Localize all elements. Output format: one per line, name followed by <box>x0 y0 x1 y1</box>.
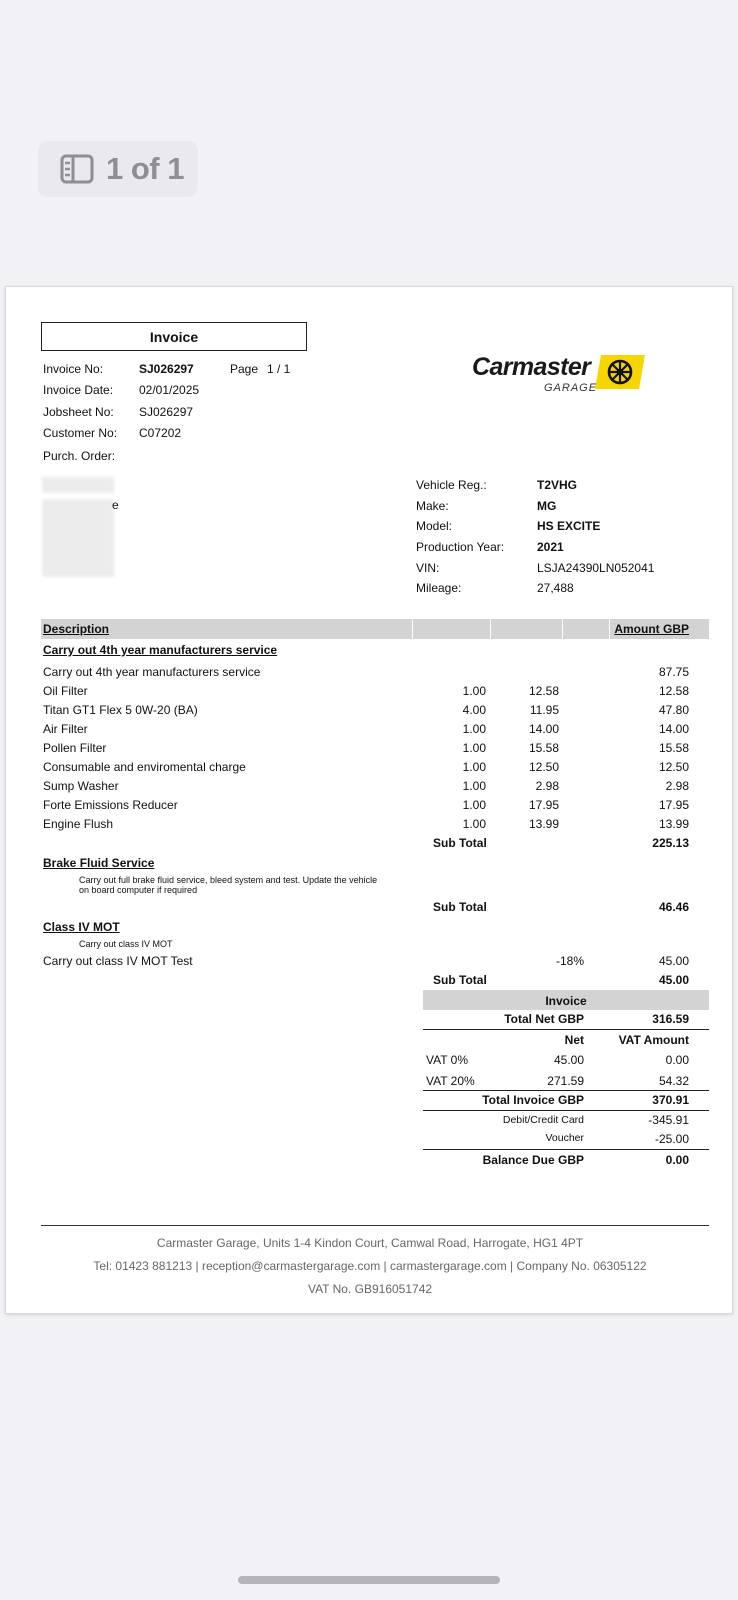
home-indicator[interactable] <box>238 1576 500 1584</box>
line-amount: 17.95 <box>658 798 689 812</box>
line-qty: 4.00 <box>462 703 486 717</box>
line-qty: 1.00 <box>462 741 486 755</box>
vehicle-model-value: HS EXCITE <box>537 519 601 533</box>
vat-rate-label: VAT 20% <box>426 1074 475 1088</box>
header-divider <box>609 619 610 639</box>
totals-divider <box>423 1149 709 1150</box>
line-amount: 47.80 <box>658 703 689 717</box>
balance-due-label: Balance Due GBP <box>482 1153 584 1167</box>
mileage-value: 27,488 <box>537 581 574 595</box>
subtotal-label: Sub Total <box>433 973 487 987</box>
vehicle-reg-value: T2VHG <box>537 478 578 492</box>
footer-divider <box>41 1225 709 1226</box>
vat-amount-value: 54.32 <box>658 1074 689 1088</box>
purchase-order-label: Purch. Order: <box>43 449 116 463</box>
line-description: Air Filter <box>43 722 88 736</box>
customer-no-label: Customer No: <box>43 426 118 440</box>
payment-value: -345.91 <box>648 1113 689 1127</box>
line-price: 13.99 <box>528 817 559 831</box>
vat-column-header: VAT Amount <box>618 1033 689 1047</box>
vin-label: VIN: <box>416 561 440 575</box>
line-qty: 1.00 <box>462 760 486 774</box>
vat-rate-label: VAT 0% <box>426 1053 469 1067</box>
line-qty: 1.00 <box>462 684 486 698</box>
redacted-customer-name <box>42 477 114 493</box>
line-description: Forte Emissions Reducer <box>43 798 178 812</box>
invoice-no-label: Invoice No: <box>43 362 104 376</box>
vehicle-model-label: Model: <box>416 519 453 533</box>
line-description: Consumable and enviromental charge <box>43 760 246 774</box>
line-description: Sump Washer <box>43 779 119 793</box>
invoice-page <box>5 286 733 1314</box>
total-net-label: Total Net GBP <box>504 1012 584 1026</box>
line-amount: 13.99 <box>658 817 689 831</box>
subtotal-label: Sub Total <box>433 900 487 914</box>
invoice-date-value: 02/01/2025 <box>139 383 200 397</box>
line-price: 2.98 <box>535 779 559 793</box>
line-amount: 45.00 <box>658 954 689 968</box>
line-description: Carry out 4th year manufacturers service <box>43 665 261 679</box>
line-qty: 1.00 <box>462 817 486 831</box>
totals-title: Invoice <box>545 994 587 1008</box>
vat-amount-value: 0.00 <box>665 1053 689 1067</box>
balance-due-value: 0.00 <box>665 1153 689 1167</box>
page-indicator-label: 1 of 1 <box>106 151 184 186</box>
description-header: Description <box>43 622 110 636</box>
line-description: Oil Filter <box>43 684 88 698</box>
line-description: Carry out class IV MOT Test <box>43 954 193 968</box>
totals-divider <box>423 1029 709 1030</box>
line-price: 17.95 <box>528 798 559 812</box>
section-note: on board computer if required <box>79 885 198 895</box>
header-divider <box>490 619 491 639</box>
section-heading-service: Carry out 4th year manufacturers service <box>43 643 278 657</box>
page-value: 1 / 1 <box>267 362 291 376</box>
amount-header: Amount GBP <box>614 622 689 636</box>
production-year-value: 2021 <box>537 540 564 554</box>
line-description: Pollen Filter <box>43 741 107 755</box>
sidebar-toggle-icon[interactable] <box>60 154 94 184</box>
line-amount: 14.00 <box>658 722 689 736</box>
total-invoice-value: 370.91 <box>652 1093 689 1107</box>
header-divider <box>412 619 413 639</box>
line-price: 11.95 <box>529 703 559 717</box>
line-qty: 1.00 <box>462 798 486 812</box>
footer-vat-number: VAT No. GB916051742 <box>307 1282 433 1296</box>
carmaster-logo <box>472 353 642 393</box>
line-qty: 1.00 <box>462 722 486 736</box>
vehicle-reg-label: Vehicle Reg.: <box>416 478 487 492</box>
totals-divider <box>423 1110 709 1111</box>
vin-value: LSJA24390LN052041 <box>537 561 655 575</box>
logo-subtitle: GARAGE <box>544 382 598 394</box>
redacted-customer-address <box>42 499 114 577</box>
line-price: 12.58 <box>528 684 559 698</box>
line-description: Engine Flush <box>43 817 114 831</box>
page-label: Page <box>230 362 259 376</box>
footer-address: Carmaster Garage, Units 1-4 Kindon Court, Camwal Road, Harrogate, HG1 4PT <box>156 1236 584 1250</box>
line-amount: 15.58 <box>658 741 689 755</box>
section-note: Carry out full brake fluid service, bleed system and test. Update the vehicle <box>79 875 378 885</box>
subtotal-label: Sub Total <box>433 836 487 850</box>
line-price: 15.58 <box>528 741 559 755</box>
customer-no-value: C07202 <box>139 426 182 440</box>
vehicle-make-value: MG <box>537 499 557 513</box>
customer-address-fragment: e <box>112 498 119 512</box>
vat-net-value: 271.59 <box>547 1074 584 1088</box>
jobsheet-label: Jobsheet No: <box>43 405 114 419</box>
line-discount: -18% <box>555 954 584 968</box>
header-divider <box>562 619 563 639</box>
section-heading-brake-fluid: Brake Fluid Service <box>43 856 155 870</box>
logo-wordmark: Carmaster <box>472 353 591 381</box>
invoice-title: Invoice <box>41 322 307 351</box>
vehicle-make-label: Make: <box>416 499 449 513</box>
invoice-date-label: Invoice Date: <box>43 383 114 397</box>
page-indicator[interactable] <box>38 141 198 197</box>
mileage-label: Mileage: <box>416 581 462 595</box>
subtotal-value: 225.13 <box>652 836 689 850</box>
payment-value: -25.00 <box>654 1132 689 1146</box>
steering-wheel-icon <box>607 359 633 385</box>
payment-label: Voucher <box>545 1132 584 1144</box>
vat-net-value: 45.00 <box>553 1053 584 1067</box>
payment-label: Debit/Credit Card <box>502 1114 584 1126</box>
invoice-no-value: SJ026297 <box>139 362 194 376</box>
total-net-value: 316.59 <box>652 1012 689 1026</box>
line-amount: 2.98 <box>665 779 689 793</box>
section-heading-mot: Class IV MOT <box>43 920 120 934</box>
subtotal-value: 46.46 <box>658 900 689 914</box>
section-note: Carry out class IV MOT <box>79 939 173 949</box>
line-price: 14.00 <box>528 722 559 736</box>
line-amount: 12.58 <box>658 684 689 698</box>
net-column-header: Net <box>564 1033 584 1047</box>
footer-contact: Tel: 01423 881213 | reception@carmastergarage.com | carmastergarage.com | Company No. 06305122 <box>93 1259 647 1273</box>
line-qty: 1.00 <box>462 779 486 793</box>
line-price: 12.50 <box>528 760 559 774</box>
total-invoice-label: Total Invoice GBP <box>482 1093 584 1107</box>
line-description: Titan GT1 Flex 5 0W-20 (BA) <box>43 703 198 717</box>
line-amount: 12.50 <box>658 760 689 774</box>
jobsheet-value: SJ026297 <box>139 405 194 419</box>
production-year-label: Production Year: <box>416 540 505 554</box>
line-amount: 87.75 <box>658 665 689 679</box>
subtotal-value: 45.00 <box>658 973 689 987</box>
totals-divider <box>423 1090 709 1091</box>
